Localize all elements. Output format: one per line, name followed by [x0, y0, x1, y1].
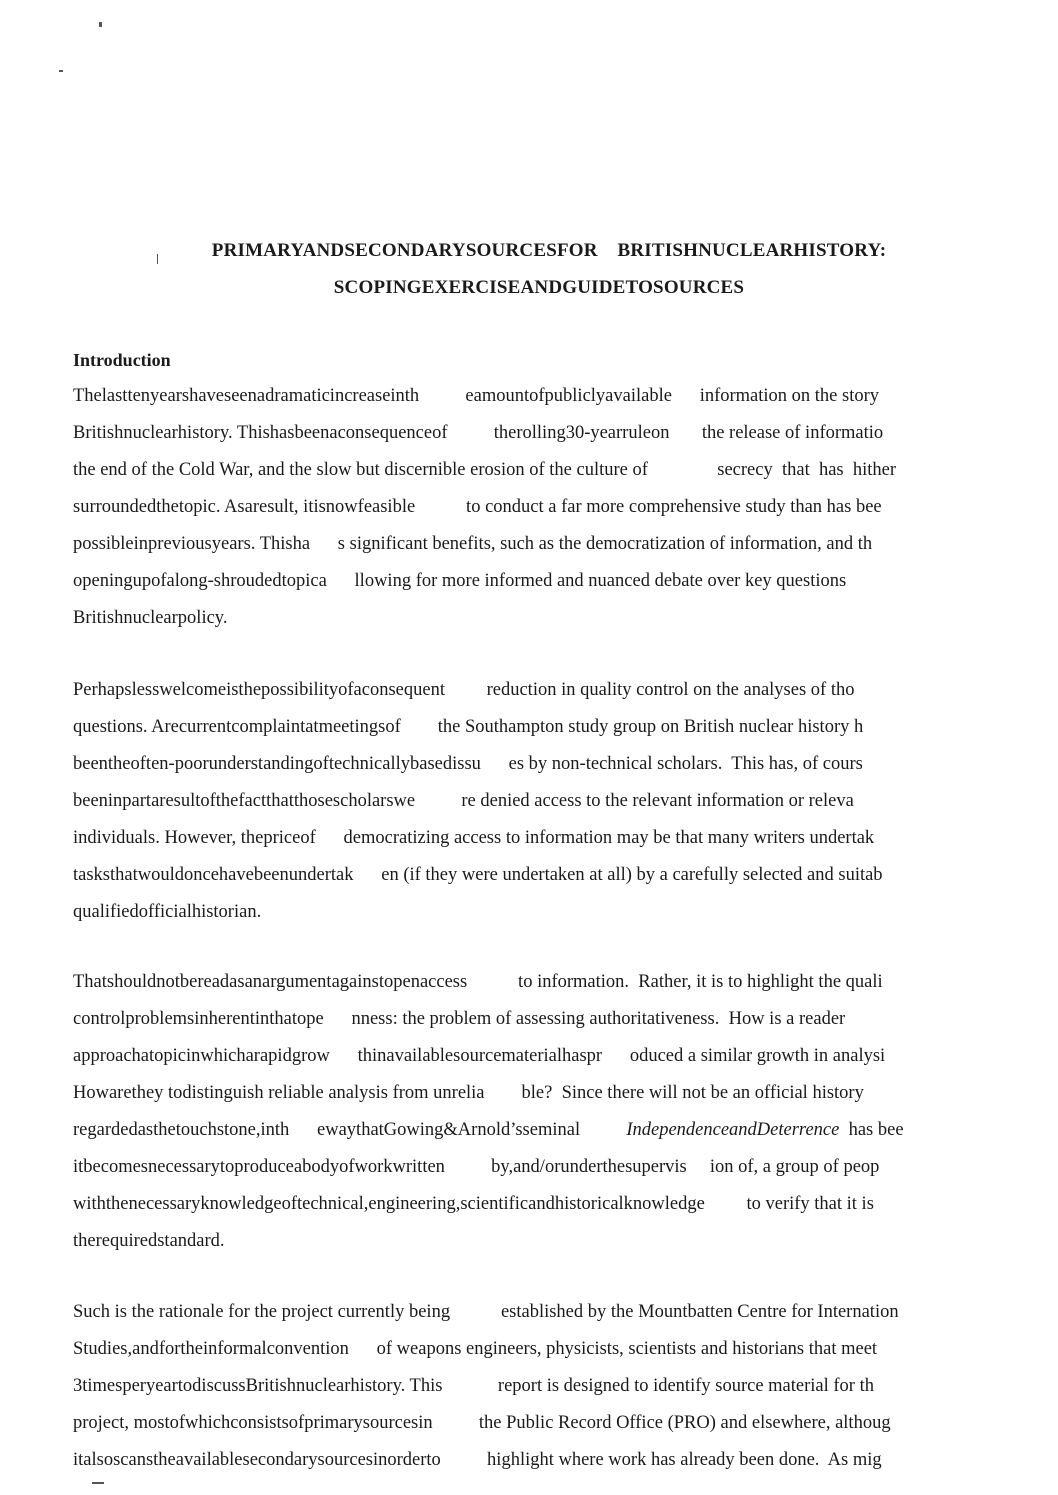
- text-line: approachatopicinwhicharapidgrow thinavailablesourcematerialhaspr oduced a similar growth in analysi: [73, 1046, 886, 1066]
- text-line: Such is the rationale for the project currently being established by the Mountbatten Centre for Internation: [73, 1302, 899, 1322]
- document-body: [73, 378, 1013, 1495]
- paragraph-2: [73, 672, 1013, 931]
- text-line: the end of the Cold War, and the slow but discernible erosion of the culture of secrecy that has hither: [73, 460, 897, 480]
- text-line: withthenecessaryknowledgeoftechnical,engineering,scientificandhistoricalknowledge to verify that it is: [73, 1194, 874, 1214]
- scan-speck: [59, 70, 63, 72]
- text-line: 3timesperyeartodiscussBritishnuclearhistory. This report is designed to identify source material for th: [73, 1376, 874, 1396]
- text-line: surroundedthetopic. Asaresult, itisnowfeasible to conduct a far more comprehensive study than has bee: [73, 497, 882, 517]
- text-line: Studies,andfortheinformalconvention of weapons engineers, physicists, scientists and historians that meet: [73, 1339, 878, 1359]
- section-heading: Introduction: [73, 350, 171, 370]
- text-line: regardedasthetouchstone,inth ewaythatGowing&Arnold’sseminal: [73, 1120, 627, 1140]
- text-line: italsoscanstheavailablesecondarysourcesinorderto highlight where work has already been done. As mig: [73, 1450, 882, 1470]
- text-line: Thelasttenyearshaveseenadramaticincreaseinth eamountofpubliclyavailable information on the story: [73, 386, 880, 406]
- document-title-line-1: PRIMARYANDSECONDARYSOURCESFOR BRITISHNUCLEARHISTORY:: [211, 240, 887, 261]
- paragraph-4: [73, 1294, 1013, 1479]
- document-title-line-2: SCOPINGEXERCISEANDGUIDETOSOURCES: [333, 277, 745, 298]
- text-line: controlproblemsinherentinthatope nness: the problem of assessing authoritativeness. How is a reader: [73, 1009, 846, 1029]
- text-line: openingupofalong-shroudedtopica llowing for more informed and nuanced debate over key questions: [73, 571, 847, 591]
- text-line: Britishnuclearhistory. Thishasbeenaconsequenceof therolling30-yearruleon the release of informatio: [73, 423, 884, 443]
- text-line: project, mostofwhichconsistsofprimarysourcesin the Public Record Office (PRO) and elsewhere, althoug: [73, 1413, 891, 1433]
- text-line: therequiredstandard.: [73, 1231, 225, 1251]
- paragraph-3: [73, 964, 1013, 1260]
- scan-speck: [99, 22, 102, 27]
- text-line: possibleinpreviousyears. Thisha s significant benefits, such as the democratization of information, and th: [73, 534, 873, 554]
- text-line: Britishnuclearpolicy.: [73, 608, 228, 628]
- italic-book-title: IndependenceandDeterrence: [626, 1120, 840, 1140]
- text-line: individuals. However, thepriceof democratizing access to information may be that many writers undertak: [73, 828, 875, 848]
- text-line: itbecomesnecessarytoproduceabodyofworkwritten by,and/orunderthesupervis ion of, a group of peop: [73, 1157, 880, 1177]
- text-line: Howarethey todistinguish reliable analysis from unrelia ble? Since there will not be an official history: [73, 1083, 864, 1103]
- text-line: qualifiedofficialhistorian.: [73, 902, 262, 922]
- scan-speck: [92, 1482, 104, 1484]
- text-line: questions. Arecurrentcomplaintatmeetingsof the Southampton study group on British nuclear history h: [73, 717, 864, 737]
- text-line-tail: has bee: [839, 1120, 904, 1140]
- text-line: beeninpartaresultofthefactthatthosescholarswe re denied access to the relevant information or releva: [73, 791, 854, 811]
- text-line: Perhapslesswelcomeisthepossibilityofaconsequent reduction in quality control on the analyses of tho: [73, 680, 855, 700]
- text-line: tasksthatwouldoncehavebeenundertak en (if they were undertaken at all) by a carefully selected and suitab: [73, 865, 883, 885]
- text-line: beentheoften-poorunderstandingoftechnicallybasedissu es by non-technical scholars. This has, of cours: [73, 754, 863, 774]
- text-line-with-italic: [73, 1112, 1013, 1149]
- text-line: Thatshouldnotbereadasanargumentagainstopenaccess to information. Rather, it is to highlight the quali: [73, 972, 883, 992]
- paragraph-1: [73, 378, 1013, 637]
